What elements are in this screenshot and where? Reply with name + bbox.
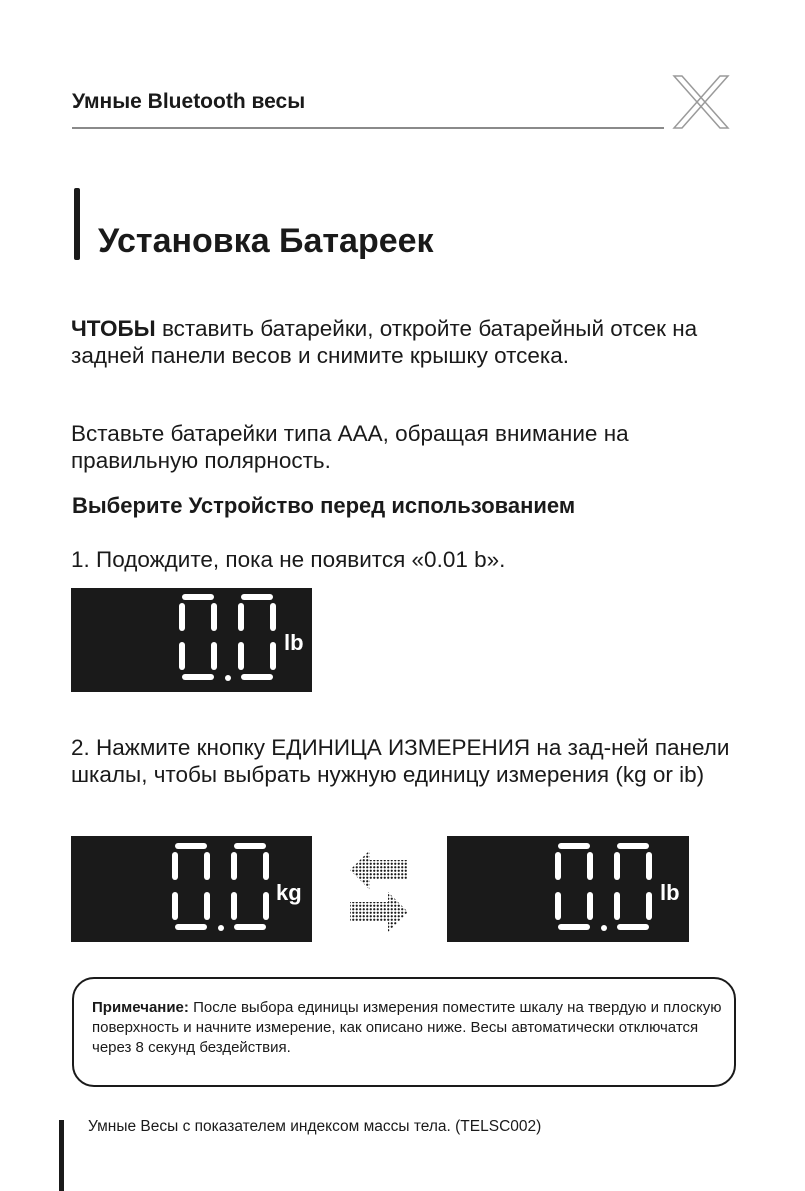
header-title: Умные Bluetooth весы (72, 90, 306, 113)
digit-zero (172, 843, 210, 930)
note-body: После выбора единицы измерения поместите шкалу на твердую и плоскую поверхность и начните измерение, как описано ниже. Весы автоматически отключатся через 8 секунд бездействия. (92, 999, 722, 1056)
intro-bold-word: ЧТОБЫ (71, 316, 156, 341)
step-2-text: 2. Нажмите кнопку ЕДИНИЦА ИЗМЕРЕНИЯ на зад-ней панели шкалы, чтобы выбрать нужную единицу измерения (kg or ib) (71, 735, 730, 787)
scale-display-kg (71, 836, 312, 942)
page-title: Установка Батареек (98, 222, 434, 260)
section-heading: Выберите Устройство перед использованием (72, 493, 576, 518)
digit-zero (231, 843, 269, 930)
battery-paragraph: Вставьте батарейки типа ААА, обращая внимание на правильную полярность. (71, 421, 629, 473)
decimal-point (218, 925, 224, 931)
note-text (92, 998, 722, 1058)
digit-zero (179, 594, 217, 680)
decimal-point (601, 925, 607, 931)
footer-accent-bar (59, 1120, 64, 1191)
scale-display-lb-right (447, 836, 689, 942)
unit-label: lb (284, 630, 304, 655)
x-logo-icon (672, 74, 730, 130)
scale-display-lb (71, 588, 312, 692)
note-label: Примечание: (92, 999, 189, 1016)
intro-text: вставить батарейки, откройте батарейный отсек на задней панели весов и снимите крышку отсека. (71, 316, 698, 368)
decimal-point (225, 675, 231, 681)
title-accent-bar (74, 188, 80, 260)
unit-label: lb (660, 880, 680, 905)
digit-zero (614, 843, 652, 930)
unit-label: kg (276, 880, 302, 905)
digit-zero (555, 843, 593, 930)
header-divider (72, 127, 664, 129)
step-1-text: 1. Подождите, пока не появится «0.01 b». (71, 547, 506, 572)
digit-zero (238, 594, 276, 680)
intro-paragraph (71, 315, 751, 369)
footer-text: Умные Весы с показателем индексом массы тела. (TELSC002) (88, 1118, 542, 1135)
swap-arrows-icon (348, 848, 410, 934)
